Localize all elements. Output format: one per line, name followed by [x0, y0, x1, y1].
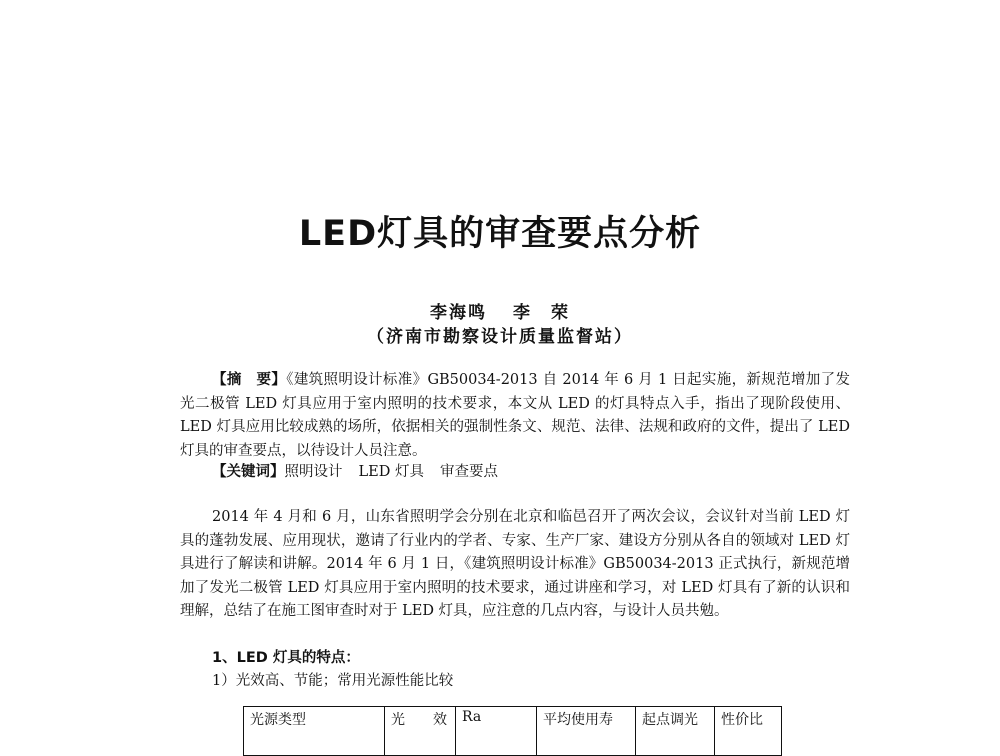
author-affiliation: （济南市勘察设计质量监督站） [367, 327, 633, 347]
keywords-label: 【关键词】 [212, 463, 285, 480]
keyword: 审查要点 [439, 464, 498, 480]
author-name: 李 荣 [513, 303, 570, 323]
abstract-label: 【摘 要】 [212, 371, 287, 388]
table-header-cell: 光 效 [385, 707, 456, 756]
keyword: 照明设计 [284, 464, 343, 480]
body-paragraph: 2014 年 4 月和 6 月，山东省照明学会分别在北京和临邑召开了两次会议，会议针对当前 LED 灯具的蓬勃发展、应用现状，邀请了行业内的学者、专家、生产厂家、建设方分别从各自的领域对 LED 灯具进行了解读和讲解。2014 年 6 月 1 日，《建筑照明设计标准》GB50034-2013 正式执行，新规范增加了发光二极管 LED 灯具应用于室内照明的技术要求，通过讲座和学习，对 LED 灯具有了新的认识和理解，总结了在施工图审查时对于 LED 灯具，应注意的几点内容，与设计人员共勉。 [180, 509, 850, 620]
light-source-comparison-table [243, 706, 782, 756]
section-heading: 1、LED 灯具的特点： [212, 650, 360, 666]
subsection-heading: 1）光效高、节能；常用光源性能比较 [212, 673, 454, 689]
table-header-row [244, 707, 782, 756]
table-header-cell: Ra [456, 707, 537, 756]
abstract [180, 368, 850, 463]
author-name: 李海鸣 [430, 303, 487, 323]
keyword: LED 灯具 [358, 464, 424, 480]
keywords [180, 460, 850, 485]
abstract-text: 《建筑照明设计标准》GB50034-2013 自 2014 年 6 月 1 日起实施，新规范增加了发光二极管 LED 灯具应用于室内照明的技术要求，本文从 LED 的灯具特点入手，指出了现阶段使用、LED 灯具应用比较成熟的场所，依据相关的强制性条文、规范、法律、法规和政府的文件，提出了 LED 灯具的审查要点，以待设计人员注意。 [180, 372, 851, 459]
author-list [0, 298, 1000, 323]
table-header-cell: 起点调光 [636, 707, 715, 756]
table-header-cell: 光源类型 [244, 707, 385, 756]
table-header-cell: 平均使用寿 [537, 707, 636, 756]
paper-title: LED灯具的审查要点分析 [298, 214, 702, 254]
table-header-cell: 性价比 [715, 707, 782, 756]
